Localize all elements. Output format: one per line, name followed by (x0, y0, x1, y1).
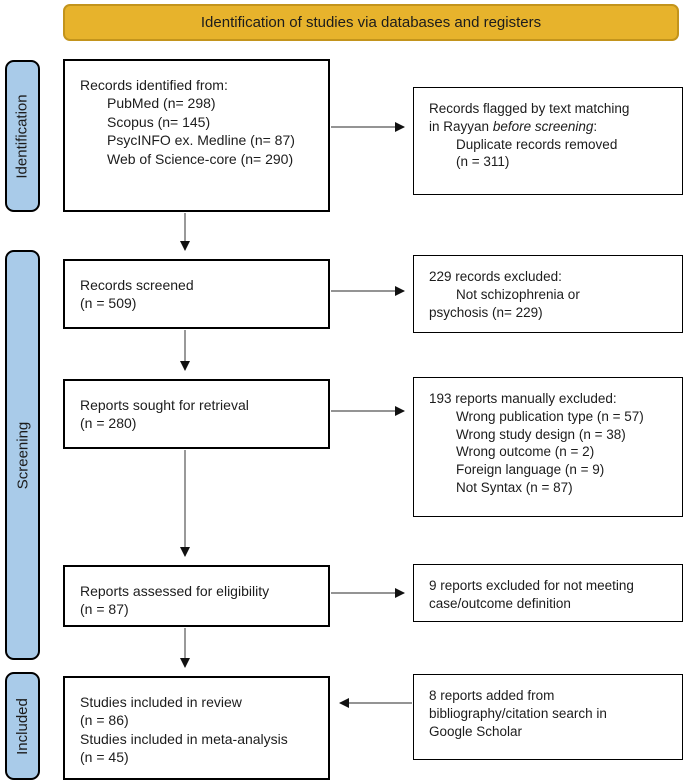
stage-identification (5, 60, 40, 212)
reports-excluded-definition-box (413, 564, 683, 622)
records-flagged-italic-text: before screening (492, 118, 594, 134)
studies-included-line: Studies included in review (80, 694, 242, 710)
records-screened-box (63, 259, 330, 329)
records-flagged-text: : (593, 118, 598, 134)
reports-manually-excluded-heading: 193 reports manually excluded: (429, 391, 617, 406)
reports-assessed-box (63, 565, 330, 627)
reports-excluded-definition-line: 9 reports excluded for not meeting (429, 578, 634, 593)
records-excluded-heading: 229 records excluded: (429, 269, 562, 284)
studies-included-box (63, 676, 330, 780)
exclusion-reason: Wrong outcome (n = 2) (456, 444, 595, 460)
studies-included-line: (n = 86) (80, 712, 129, 729)
records-identified-item: Web of Science-core (n= 290) (107, 150, 294, 167)
records-identified-item: PubMed (n= 298) (107, 95, 216, 112)
exclusion-reason: Wrong study design (n = 38) (456, 426, 626, 442)
reports-sought-label: Reports sought for retrieval (80, 397, 249, 413)
diagram-title: Identification of studies via databases and registers (200, 14, 542, 31)
records-flagged-text: in Rayyan (429, 118, 490, 134)
records-excluded-box (413, 255, 683, 333)
reports-assessed-label: Reports assessed for eligibility (80, 583, 270, 599)
reports-sought-count: (n = 280) (80, 415, 137, 432)
records-identified-heading: Records identified from: (80, 77, 228, 93)
records-flagged-box (413, 87, 683, 195)
stage-screening-label: Screening (14, 421, 32, 489)
records-flagged-line: Records flagged by text matching (429, 101, 630, 116)
studies-included-line: Studies included in meta-analysis (80, 730, 288, 747)
records-identified-item: PsycINFO ex. Medline (n= 87) (107, 132, 295, 149)
stage-included (5, 672, 40, 780)
records-identified-item: Scopus (n= 145) (107, 113, 211, 130)
reports-sought-box (63, 379, 330, 449)
records-identified-box (63, 59, 330, 212)
diagram-title-banner (63, 4, 679, 41)
records-screened-count: (n = 509) (80, 295, 137, 312)
reports-assessed-count: (n = 87) (80, 601, 129, 618)
stage-included-label: Included (14, 697, 31, 755)
records-flagged-detail: Duplicate records removed (456, 136, 618, 152)
records-excluded-reason-cont: psychosis (n= 229) (429, 304, 543, 320)
stage-identification-label: Identification (14, 93, 32, 179)
studies-included-line: (n = 45) (80, 749, 129, 766)
records-screened-label: Records screened (80, 277, 194, 293)
reports-excluded-definition-line: case/outcome definition (429, 595, 571, 611)
reports-manually-excluded-box (413, 377, 683, 517)
reports-added-line: bibliography/citation search in (429, 705, 607, 721)
reports-added-box (413, 674, 683, 760)
reports-added-line: 8 reports added from (429, 688, 555, 703)
stage-screening (5, 250, 40, 660)
records-flagged-line (429, 118, 674, 136)
exclusion-reason: Foreign language (n = 9) (456, 462, 605, 478)
records-excluded-reason: Not schizophrenia or (456, 286, 580, 302)
exclusion-reason: Not Syntax (n = 87) (456, 480, 573, 496)
exclusion-reason: Wrong publication type (n = 57) (456, 408, 644, 424)
records-flagged-count: (n = 311) (456, 154, 510, 170)
reports-added-line: Google Scholar (429, 723, 523, 739)
